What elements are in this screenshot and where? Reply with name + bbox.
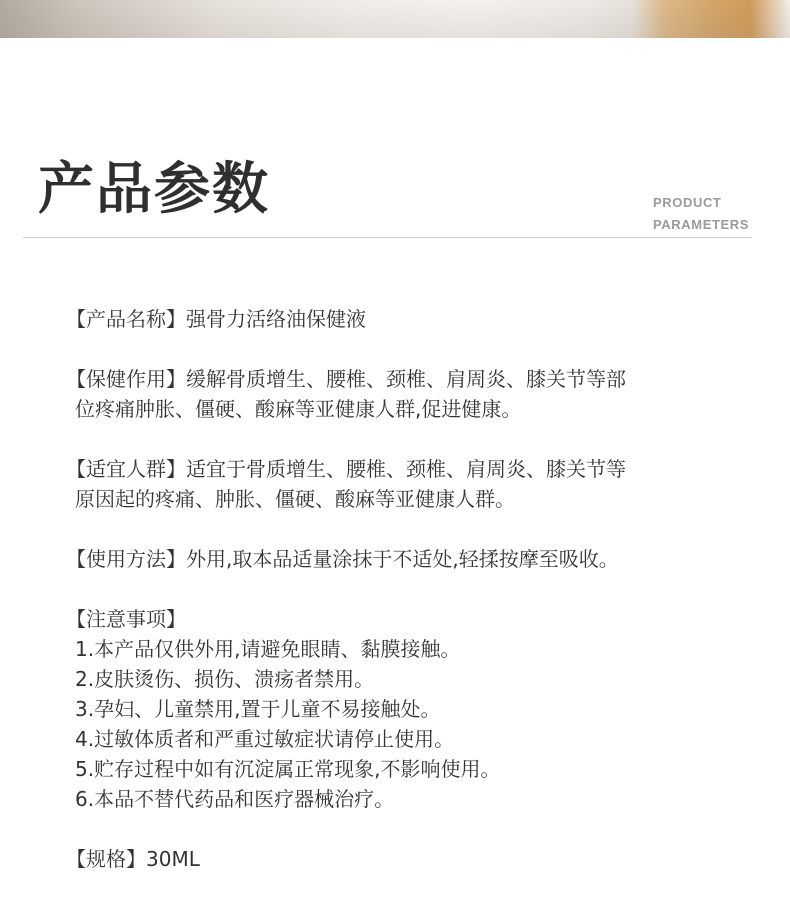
notes-item: 6.本品不替代药品和医疗器械治疗。 xyxy=(75,787,395,811)
param-usage xyxy=(66,544,746,574)
notes-item: 5.贮存过程中如有沉淀属正常现象,不影响使用。 xyxy=(75,757,501,781)
subtitle-line-1: PRODUCT xyxy=(653,195,722,210)
param-spec-text: 【规格】30ML xyxy=(66,847,200,871)
page-subtitle xyxy=(653,192,749,236)
param-usage-text: 【使用方法】外用,取本品适量涂抹于不适处,轻揉按摩至吸收。 xyxy=(66,547,619,571)
notes-item: 4.过敏体质者和严重过敏症状请停止使用。 xyxy=(75,727,455,751)
title-divider xyxy=(23,237,752,238)
notes-item: 2.皮肤烫伤、损伤、溃疡者禁用。 xyxy=(75,667,375,691)
subtitle-line-2: PARAMETERS xyxy=(653,217,750,232)
param-notes xyxy=(66,604,746,814)
notes-item: 3.孕妇、儿童禁用,置于儿童不易接触处。 xyxy=(75,697,441,721)
top-banner-shade xyxy=(0,0,790,38)
param-notes-heading: 【注意事项】 xyxy=(66,607,186,631)
param-function xyxy=(66,364,746,424)
top-banner-image xyxy=(0,0,790,38)
param-function-line-1: 【保健作用】缓解骨质增生、腰椎、颈椎、肩周炎、膝关节等部 xyxy=(66,367,626,391)
param-product-name xyxy=(66,304,746,334)
param-spec xyxy=(66,844,746,874)
param-function-line-2: 位疼痛肿胀、僵硬、酸麻等亚健康人群,促进健康。 xyxy=(75,397,522,421)
param-product-name-text: 【产品名称】强骨力活络油保健液 xyxy=(66,307,366,331)
param-suitable-line-2: 原因起的疼痛、肿胀、僵硬、酸麻等亚健康人群。 xyxy=(75,487,515,511)
params-content xyxy=(66,304,746,904)
param-suitable-line-1: 【适宜人群】适宜于骨质增生、腰椎、颈椎、肩周炎、膝关节等 xyxy=(66,457,626,481)
param-suitable xyxy=(66,454,746,514)
notes-item: 1.本产品仅供外用,请避免眼睛、黏膜接触。 xyxy=(75,637,461,661)
page-title: 产品参数 xyxy=(38,157,270,222)
